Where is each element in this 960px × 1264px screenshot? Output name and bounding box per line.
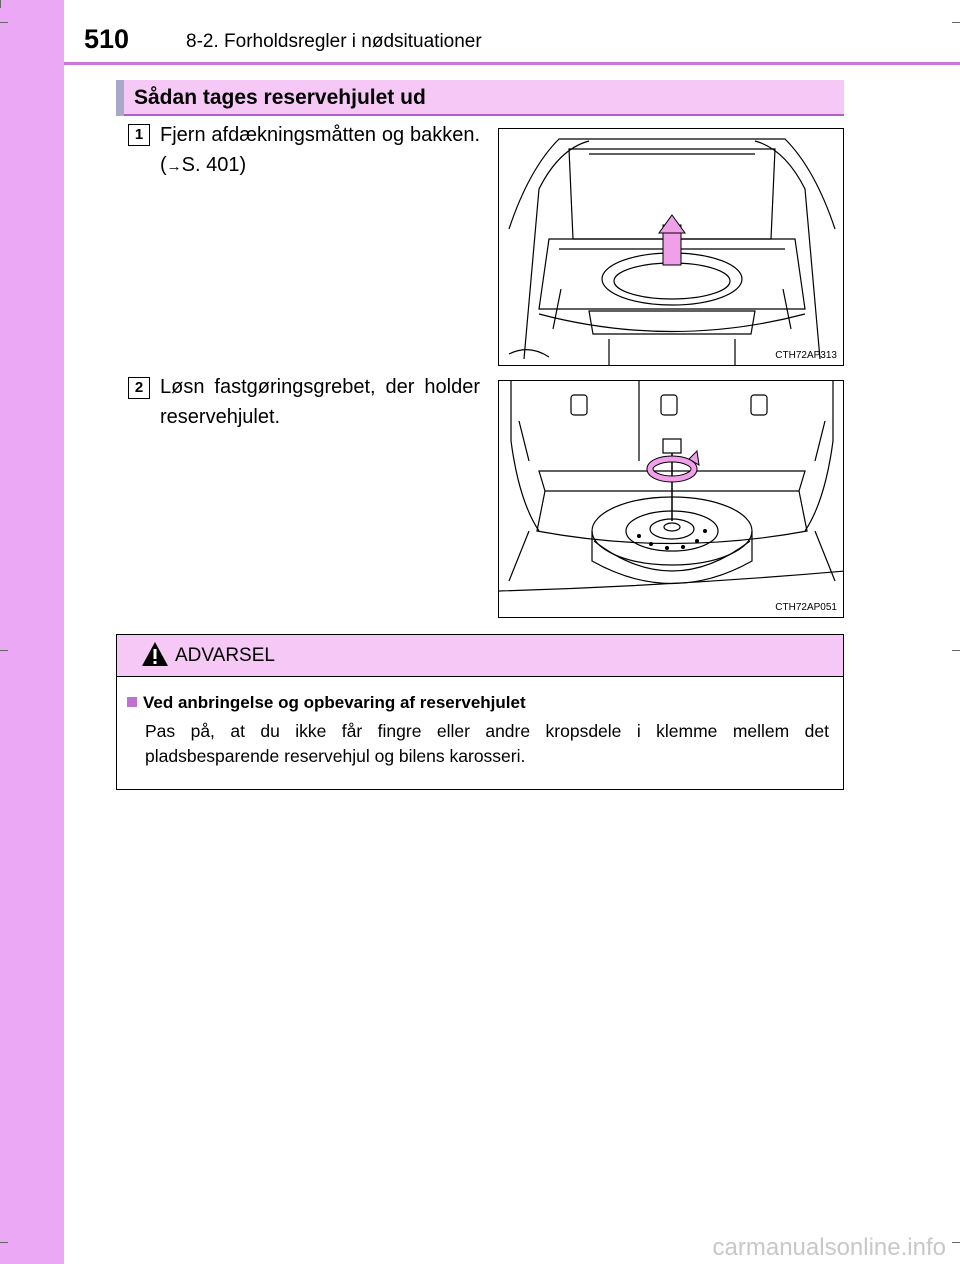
step-number-2: 2: [128, 377, 150, 399]
warning-subhead: [127, 693, 526, 713]
watermark: carmanualsonline.info: [712, 1234, 946, 1261]
step-text-1-main: Fjern afdækningsmåtten og bakken. (: [160, 124, 480, 176]
figure-trunk-cover: [498, 128, 844, 366]
section-header: 8-2. Forholdsregler i nødsituationer: [186, 31, 482, 52]
warning-body: Pas på, at du ikke får fingre eller andre kropsdele i klemme mellem det pladsbesparende reservehjul og bilens karosseri.: [145, 721, 829, 766]
warning-header: [117, 635, 843, 677]
bullet-square-icon: [127, 697, 137, 707]
crop-mark: [0, 650, 8, 651]
crop-mark: [952, 22, 960, 23]
crop-mark: [0, 22, 8, 23]
crop-mark: [952, 650, 960, 651]
step-text-2: Løsn fastgøringsgrebet, der holder reservehjulet.: [160, 376, 480, 428]
trunk-cover-illustration: [499, 129, 844, 366]
warning-box: [116, 634, 844, 790]
crop-mark: [0, 0, 1, 8]
arrow-right-icon: →: [166, 158, 182, 175]
spare-wheel-illustration: [499, 381, 844, 618]
warning-triangle-icon: [141, 641, 169, 667]
page-number: 510: [84, 24, 130, 54]
warning-subhead-text: Ved anbringelse og opbevaring af reservehjulet: [143, 693, 526, 712]
step-text-1: [160, 120, 480, 182]
header-rule: [64, 62, 960, 65]
side-band: [0, 0, 64, 1264]
title-bar-accent: [116, 80, 124, 116]
step-text-1-ref: S. 401): [181, 154, 247, 176]
figure-spare-wheel: [498, 380, 844, 618]
crop-mark: [0, 1242, 8, 1243]
step-number-1: 1: [128, 124, 150, 146]
figure-code: CTH72AP313: [775, 350, 837, 361]
warning-title: ADVARSEL: [175, 645, 275, 666]
figure-code: CTH72AP051: [775, 602, 837, 613]
page-title: Sådan tages reservehjulet ud: [134, 86, 426, 109]
crop-mark: [952, 1242, 960, 1243]
